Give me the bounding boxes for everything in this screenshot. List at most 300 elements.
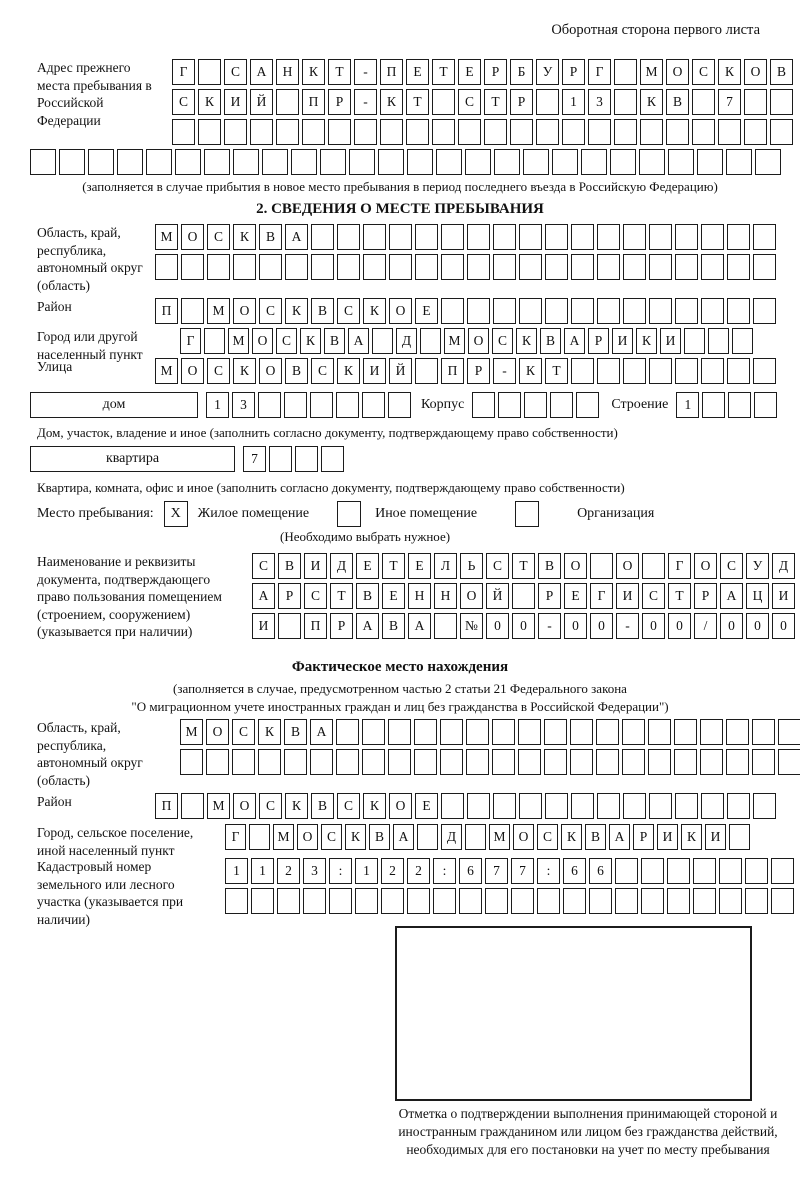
form-cell[interactable] <box>589 888 612 914</box>
form-cell[interactable] <box>459 888 482 914</box>
form-cell[interactable] <box>752 719 775 745</box>
form-cell[interactable]: М <box>180 719 203 745</box>
form-cell[interactable]: О <box>233 793 256 819</box>
form-cell[interactable] <box>642 553 665 579</box>
form-cell[interactable] <box>753 224 776 250</box>
form-cell[interactable] <box>675 358 698 384</box>
form-cell[interactable] <box>523 149 549 175</box>
form-cell[interactable] <box>649 224 672 250</box>
form-cell[interactable]: С <box>172 89 195 115</box>
house-type-box[interactable]: дом <box>30 392 198 418</box>
form-cell[interactable]: К <box>363 298 386 324</box>
form-cell[interactable] <box>303 888 326 914</box>
form-cell[interactable]: К <box>233 224 256 250</box>
form-cell[interactable] <box>415 358 438 384</box>
form-cell[interactable] <box>771 888 794 914</box>
form-cell[interactable] <box>389 254 412 280</box>
form-cell[interactable]: В <box>285 358 308 384</box>
form-cell[interactable]: 0 <box>486 613 509 639</box>
form-cell[interactable] <box>295 446 318 472</box>
form-cell[interactable]: М <box>640 59 663 85</box>
form-cell[interactable] <box>320 149 346 175</box>
form-cell[interactable] <box>623 358 646 384</box>
form-cell[interactable] <box>518 749 541 775</box>
form-cell[interactable]: К <box>561 824 582 850</box>
form-cell[interactable] <box>146 149 172 175</box>
form-cell[interactable] <box>465 149 491 175</box>
form-cell[interactable] <box>700 719 723 745</box>
form-cell[interactable] <box>458 119 481 145</box>
form-cell[interactable]: К <box>363 793 386 819</box>
form-cell[interactable] <box>649 793 672 819</box>
form-cell[interactable]: А <box>348 328 369 354</box>
form-cell[interactable] <box>571 793 594 819</box>
form-cell[interactable] <box>729 824 750 850</box>
form-cell[interactable] <box>349 149 375 175</box>
form-cell[interactable]: О <box>389 298 412 324</box>
form-cell[interactable] <box>615 888 638 914</box>
form-cell[interactable] <box>389 224 412 250</box>
form-cell[interactable]: Р <box>328 89 351 115</box>
form-cell[interactable] <box>675 298 698 324</box>
form-cell[interactable]: : <box>433 858 456 884</box>
form-cell[interactable] <box>649 358 672 384</box>
form-cell[interactable] <box>59 149 85 175</box>
form-cell[interactable]: О <box>513 824 534 850</box>
form-cell[interactable] <box>544 749 567 775</box>
form-cell[interactable]: А <box>250 59 273 85</box>
form-cell[interactable] <box>596 719 619 745</box>
form-cell[interactable] <box>388 749 411 775</box>
form-cell[interactable]: О <box>468 328 489 354</box>
form-cell[interactable]: Н <box>434 583 457 609</box>
form-cell[interactable]: 1 <box>562 89 585 115</box>
form-cell[interactable]: К <box>198 89 221 115</box>
form-cell[interactable]: - <box>493 358 516 384</box>
form-cell[interactable] <box>336 749 359 775</box>
form-cell[interactable] <box>641 858 664 884</box>
form-cell[interactable] <box>363 224 386 250</box>
form-cell[interactable] <box>597 793 620 819</box>
form-cell[interactable] <box>355 888 378 914</box>
form-cell[interactable]: М <box>155 224 178 250</box>
form-cell[interactable] <box>420 328 441 354</box>
form-cell[interactable] <box>700 749 723 775</box>
form-cell[interactable] <box>302 119 325 145</box>
form-cell[interactable]: К <box>285 298 308 324</box>
form-cell[interactable] <box>702 392 725 418</box>
form-cell[interactable]: С <box>207 224 230 250</box>
form-cell[interactable] <box>155 254 178 280</box>
form-cell[interactable]: С <box>337 793 360 819</box>
form-cell[interactable] <box>363 254 386 280</box>
form-cell[interactable]: Е <box>356 553 379 579</box>
form-cell[interactable] <box>570 719 593 745</box>
form-cell[interactable]: В <box>369 824 390 850</box>
form-cell[interactable]: Г <box>180 328 201 354</box>
form-cell[interactable] <box>262 149 288 175</box>
form-cell[interactable] <box>198 119 221 145</box>
form-cell[interactable] <box>88 149 114 175</box>
form-cell[interactable] <box>596 749 619 775</box>
form-cell[interactable]: 0 <box>512 613 535 639</box>
form-cell[interactable]: О <box>233 298 256 324</box>
form-cell[interactable] <box>536 119 559 145</box>
form-cell[interactable] <box>719 888 742 914</box>
form-cell[interactable]: С <box>642 583 665 609</box>
form-cell[interactable]: Т <box>432 59 455 85</box>
form-cell[interactable] <box>770 119 793 145</box>
form-cell[interactable] <box>519 224 542 250</box>
form-cell[interactable]: К <box>233 358 256 384</box>
form-cell[interactable]: М <box>444 328 465 354</box>
form-cell[interactable]: С <box>720 553 743 579</box>
form-cell[interactable]: С <box>311 358 334 384</box>
form-cell[interactable] <box>519 793 542 819</box>
form-cell[interactable] <box>381 888 404 914</box>
form-cell[interactable]: Ц <box>746 583 769 609</box>
form-cell[interactable]: Н <box>408 583 431 609</box>
form-cell[interactable] <box>571 224 594 250</box>
form-cell[interactable]: У <box>536 59 559 85</box>
form-cell[interactable] <box>708 328 729 354</box>
form-cell[interactable]: И <box>772 583 795 609</box>
form-cell[interactable] <box>622 749 645 775</box>
form-cell[interactable]: Й <box>250 89 273 115</box>
form-cell[interactable] <box>441 298 464 324</box>
form-cell[interactable] <box>493 298 516 324</box>
form-cell[interactable] <box>329 888 352 914</box>
form-cell[interactable]: 0 <box>590 613 613 639</box>
form-cell[interactable] <box>414 749 437 775</box>
form-cell[interactable]: Б <box>510 59 533 85</box>
form-cell[interactable] <box>537 888 560 914</box>
form-cell[interactable] <box>753 793 776 819</box>
form-cell[interactable] <box>666 119 689 145</box>
form-cell[interactable]: 2 <box>277 858 300 884</box>
form-cell[interactable]: Е <box>415 298 438 324</box>
form-cell[interactable]: С <box>492 328 513 354</box>
form-cell[interactable]: С <box>304 583 327 609</box>
form-cell[interactable] <box>588 119 611 145</box>
form-cell[interactable]: А <box>356 613 379 639</box>
form-cell[interactable] <box>755 149 781 175</box>
form-cell[interactable]: 7 <box>243 446 266 472</box>
form-cell[interactable] <box>623 298 646 324</box>
form-cell[interactable]: С <box>337 298 360 324</box>
form-cell[interactable] <box>623 254 646 280</box>
form-cell[interactable] <box>198 59 221 85</box>
form-cell[interactable] <box>336 392 359 418</box>
form-cell[interactable] <box>207 254 230 280</box>
form-cell[interactable]: Р <box>588 328 609 354</box>
form-cell[interactable]: О <box>564 553 587 579</box>
form-cell[interactable] <box>172 119 195 145</box>
form-cell[interactable]: Г <box>588 59 611 85</box>
form-cell[interactable]: Р <box>633 824 654 850</box>
form-cell[interactable] <box>285 254 308 280</box>
form-cell[interactable]: П <box>155 298 178 324</box>
form-cell[interactable]: Ь <box>460 553 483 579</box>
form-cell[interactable] <box>441 224 464 250</box>
form-cell[interactable] <box>415 254 438 280</box>
form-cell[interactable] <box>726 749 749 775</box>
form-cell[interactable]: С <box>259 793 282 819</box>
form-cell[interactable]: М <box>489 824 510 850</box>
form-cell[interactable] <box>674 719 697 745</box>
form-cell[interactable]: С <box>537 824 558 850</box>
form-cell[interactable] <box>337 224 360 250</box>
form-cell[interactable]: Г <box>225 824 246 850</box>
form-cell[interactable]: И <box>252 613 275 639</box>
form-cell[interactable]: Т <box>512 553 535 579</box>
form-cell[interactable] <box>181 298 204 324</box>
form-cell[interactable]: И <box>612 328 633 354</box>
form-cell[interactable] <box>440 719 463 745</box>
form-cell[interactable] <box>485 888 508 914</box>
form-cell[interactable] <box>175 149 201 175</box>
form-cell[interactable] <box>284 392 307 418</box>
form-cell[interactable] <box>336 719 359 745</box>
form-cell[interactable]: О <box>259 358 282 384</box>
form-cell[interactable]: - <box>616 613 639 639</box>
form-cell[interactable] <box>225 888 248 914</box>
form-cell[interactable]: К <box>345 824 366 850</box>
form-cell[interactable] <box>372 328 393 354</box>
form-cell[interactable]: - <box>354 89 377 115</box>
form-cell[interactable] <box>597 358 620 384</box>
form-cell[interactable] <box>545 298 568 324</box>
form-cell[interactable] <box>536 89 559 115</box>
form-cell[interactable]: Л <box>434 553 457 579</box>
form-cell[interactable]: Е <box>415 793 438 819</box>
form-cell[interactable]: Т <box>382 553 405 579</box>
form-cell[interactable]: 6 <box>459 858 482 884</box>
form-cell[interactable] <box>258 749 281 775</box>
form-cell[interactable]: 1 <box>251 858 274 884</box>
form-cell[interactable] <box>674 749 697 775</box>
form-cell[interactable] <box>697 149 723 175</box>
form-cell[interactable] <box>181 254 204 280</box>
form-cell[interactable]: М <box>228 328 249 354</box>
form-cell[interactable] <box>581 149 607 175</box>
form-cell[interactable] <box>277 888 300 914</box>
form-cell[interactable] <box>719 858 742 884</box>
form-cell[interactable] <box>744 89 767 115</box>
form-cell[interactable] <box>337 254 360 280</box>
form-cell[interactable]: 7 <box>718 89 741 115</box>
form-cell[interactable] <box>675 793 698 819</box>
form-cell[interactable] <box>492 749 515 775</box>
form-cell[interactable]: Е <box>382 583 405 609</box>
form-cell[interactable]: И <box>363 358 386 384</box>
form-cell[interactable] <box>623 224 646 250</box>
form-cell[interactable] <box>610 149 636 175</box>
form-cell[interactable] <box>310 749 333 775</box>
form-cell[interactable] <box>181 793 204 819</box>
form-cell[interactable] <box>745 888 768 914</box>
form-cell[interactable]: С <box>232 719 255 745</box>
form-cell[interactable] <box>727 224 750 250</box>
form-cell[interactable] <box>310 392 333 418</box>
form-cell[interactable] <box>701 298 724 324</box>
form-cell[interactable]: С <box>207 358 230 384</box>
form-cell[interactable] <box>388 719 411 745</box>
form-cell[interactable] <box>754 392 777 418</box>
form-cell[interactable]: В <box>538 553 561 579</box>
form-cell[interactable] <box>675 254 698 280</box>
form-cell[interactable] <box>511 888 534 914</box>
form-cell[interactable]: О <box>181 224 204 250</box>
form-cell[interactable]: О <box>694 553 717 579</box>
form-cell[interactable]: И <box>616 583 639 609</box>
form-cell[interactable] <box>311 224 334 250</box>
form-cell[interactable] <box>484 119 507 145</box>
form-cell[interactable] <box>250 119 273 145</box>
form-cell[interactable]: П <box>380 59 403 85</box>
form-cell[interactable]: / <box>694 613 717 639</box>
form-cell[interactable] <box>276 89 299 115</box>
form-cell[interactable]: А <box>252 583 275 609</box>
form-cell[interactable] <box>693 858 716 884</box>
form-cell[interactable]: 1 <box>355 858 378 884</box>
form-cell[interactable]: Р <box>484 59 507 85</box>
form-cell[interactable]: А <box>310 719 333 745</box>
form-cell[interactable] <box>597 224 620 250</box>
form-cell[interactable]: О <box>389 793 412 819</box>
form-cell[interactable] <box>701 358 724 384</box>
form-cell[interactable] <box>233 149 259 175</box>
form-cell[interactable] <box>362 392 385 418</box>
form-cell[interactable] <box>180 749 203 775</box>
form-cell[interactable]: К <box>302 59 325 85</box>
form-cell[interactable]: М <box>207 298 230 324</box>
form-cell[interactable]: В <box>770 59 793 85</box>
form-cell[interactable]: 6 <box>563 858 586 884</box>
form-cell[interactable]: А <box>564 328 585 354</box>
form-cell[interactable] <box>259 254 282 280</box>
form-cell[interactable]: С <box>259 298 282 324</box>
form-cell[interactable]: Д <box>396 328 417 354</box>
form-cell[interactable]: К <box>640 89 663 115</box>
form-cell[interactable]: С <box>321 824 342 850</box>
form-cell[interactable]: К <box>380 89 403 115</box>
form-cell[interactable] <box>732 328 753 354</box>
form-cell[interactable] <box>675 224 698 250</box>
form-cell[interactable] <box>233 254 256 280</box>
form-cell[interactable]: К <box>519 358 542 384</box>
form-cell[interactable]: А <box>720 583 743 609</box>
form-cell[interactable]: О <box>252 328 273 354</box>
form-cell[interactable] <box>590 553 613 579</box>
form-cell[interactable]: Г <box>590 583 613 609</box>
form-cell[interactable] <box>649 254 672 280</box>
form-cell[interactable]: Е <box>564 583 587 609</box>
form-cell[interactable] <box>380 119 403 145</box>
form-cell[interactable] <box>465 824 486 850</box>
form-cell[interactable]: В <box>585 824 606 850</box>
form-cell[interactable]: О <box>460 583 483 609</box>
form-cell[interactable]: Й <box>486 583 509 609</box>
form-cell[interactable] <box>417 824 438 850</box>
form-cell[interactable] <box>518 719 541 745</box>
form-cell[interactable] <box>276 119 299 145</box>
form-cell[interactable] <box>649 298 672 324</box>
form-cell[interactable]: Т <box>330 583 353 609</box>
form-cell[interactable]: Д <box>441 824 462 850</box>
form-cell[interactable]: Д <box>330 553 353 579</box>
form-cell[interactable] <box>249 824 270 850</box>
form-cell[interactable] <box>727 298 750 324</box>
form-cell[interactable]: И <box>224 89 247 115</box>
form-cell[interactable] <box>545 254 568 280</box>
form-cell[interactable] <box>641 888 664 914</box>
form-cell[interactable]: П <box>155 793 178 819</box>
form-cell[interactable]: А <box>285 224 308 250</box>
form-cell[interactable] <box>378 149 404 175</box>
form-cell[interactable] <box>728 392 751 418</box>
form-cell[interactable] <box>545 224 568 250</box>
form-cell[interactable] <box>622 719 645 745</box>
form-cell[interactable] <box>727 358 750 384</box>
form-cell[interactable] <box>778 749 800 775</box>
form-cell[interactable]: 0 <box>720 613 743 639</box>
form-cell[interactable]: 2 <box>381 858 404 884</box>
form-cell[interactable] <box>251 888 274 914</box>
form-cell[interactable]: О <box>744 59 767 85</box>
form-cell[interactable] <box>571 358 594 384</box>
form-cell[interactable] <box>362 749 385 775</box>
form-cell[interactable] <box>545 793 568 819</box>
form-cell[interactable]: В <box>259 224 282 250</box>
form-cell[interactable]: 6 <box>589 858 612 884</box>
form-cell[interactable]: Н <box>276 59 299 85</box>
form-cell[interactable]: М <box>207 793 230 819</box>
form-cell[interactable] <box>753 254 776 280</box>
form-cell[interactable] <box>571 298 594 324</box>
form-cell[interactable] <box>519 298 542 324</box>
apartment-type-box[interactable]: квартира <box>30 446 235 472</box>
form-cell[interactable] <box>753 358 776 384</box>
form-cell[interactable]: К <box>258 719 281 745</box>
form-cell[interactable]: Р <box>467 358 490 384</box>
form-cell[interactable] <box>615 858 638 884</box>
form-cell[interactable] <box>284 749 307 775</box>
form-cell[interactable]: Д <box>772 553 795 579</box>
form-cell[interactable] <box>441 793 464 819</box>
form-cell[interactable] <box>552 149 578 175</box>
form-cell[interactable] <box>278 613 301 639</box>
form-cell[interactable]: - <box>538 613 561 639</box>
form-cell[interactable] <box>692 89 715 115</box>
form-cell[interactable]: И <box>304 553 327 579</box>
form-cell[interactable]: П <box>441 358 464 384</box>
form-cell[interactable] <box>493 793 516 819</box>
form-cell[interactable]: А <box>609 824 630 850</box>
form-cell[interactable] <box>467 224 490 250</box>
form-cell[interactable] <box>467 793 490 819</box>
form-cell[interactable]: О <box>616 553 639 579</box>
form-cell[interactable]: Т <box>668 583 691 609</box>
form-cell[interactable] <box>726 149 752 175</box>
form-cell[interactable]: К <box>285 793 308 819</box>
form-cell[interactable] <box>614 89 637 115</box>
form-cell[interactable]: 2 <box>407 858 430 884</box>
form-cell[interactable] <box>204 328 225 354</box>
form-cell[interactable] <box>726 719 749 745</box>
form-cell[interactable]: Т <box>406 89 429 115</box>
form-cell[interactable] <box>258 392 281 418</box>
